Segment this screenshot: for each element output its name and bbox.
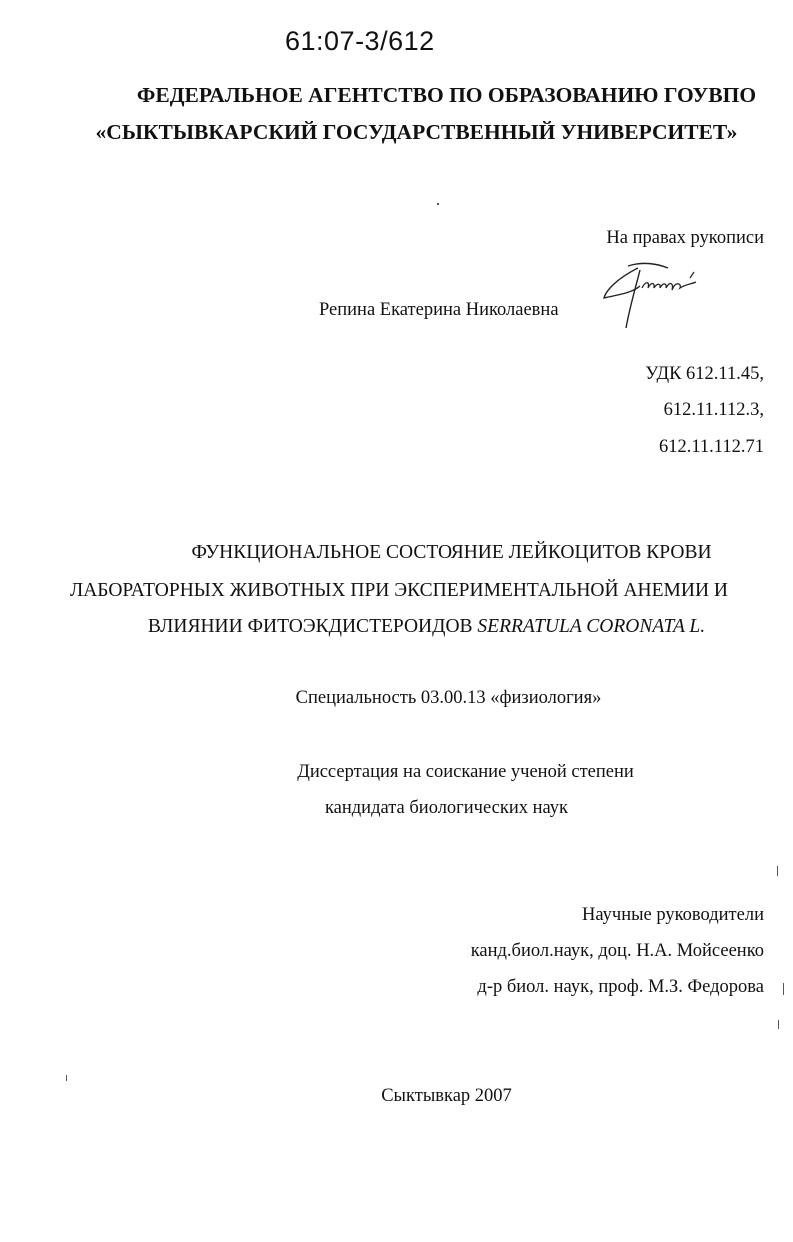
supervisor-item: д-р биол. наук, проф. М.З. Федорова: [477, 977, 764, 997]
supervisors-heading: Научные руководители: [582, 905, 764, 925]
author-name: Репина Екатерина Николаевна: [319, 300, 559, 320]
thesis-title-line-3: [0, 616, 793, 638]
supervisor-item: канд.биол.наук, доц. Н.А. Мойсеенко: [470, 941, 764, 961]
specialty: Специальность 03.00.13 «физиология»: [295, 688, 602, 708]
scan-speck: [778, 1020, 779, 1029]
thesis-title-prefix: ВЛИЯНИИ ФИТОЭКДИСТЕРОИДОВ: [147, 616, 478, 637]
scan-speck: [777, 866, 778, 876]
city-year: Сыктывкар 2007: [381, 1086, 512, 1106]
udk-line: УДК 612.11.45,: [645, 364, 764, 384]
organization-line-1: ФЕДЕРАЛЬНОЕ АГЕНТСТВО ПО ОБРАЗОВАНИЮ ГОУВПО: [136, 83, 757, 107]
organization-line-2: «СЫКТЫВКАРСКИЙ ГОСУДАРСТВЕННЫЙ УНИВЕРСИТЕТ»: [95, 120, 738, 144]
scan-speck: [437, 203, 439, 205]
dissertation-line-2: кандидата биологических наук: [324, 798, 569, 818]
archive-code: 61:07-3/612: [285, 26, 435, 56]
species-name: SERRATULA CORONATA L.: [477, 616, 706, 637]
thesis-title-line-1: ФУНКЦИОНАЛЬНОЕ СОСТОЯНИЕ ЛЕЙКОЦИТОВ КРОВИ: [191, 542, 712, 563]
udk-line: 612.11.112.3,: [663, 400, 764, 420]
scan-speck: [66, 1075, 67, 1081]
scan-speck: [783, 983, 784, 995]
udk-line: 612.11.112.71: [658, 437, 764, 457]
dissertation-line-1: Диссертация на соискание ученой степени: [297, 762, 634, 782]
manuscript-note: На правах рукописи: [606, 228, 764, 248]
thesis-title-line-2: ЛАБОРАТОРНЫХ ЖИВОТНЫХ ПРИ ЭКСПЕРИМЕНТАЛЬНОЙ АНЕМИИ И: [69, 580, 729, 601]
handwritten-signature: [598, 256, 728, 331]
